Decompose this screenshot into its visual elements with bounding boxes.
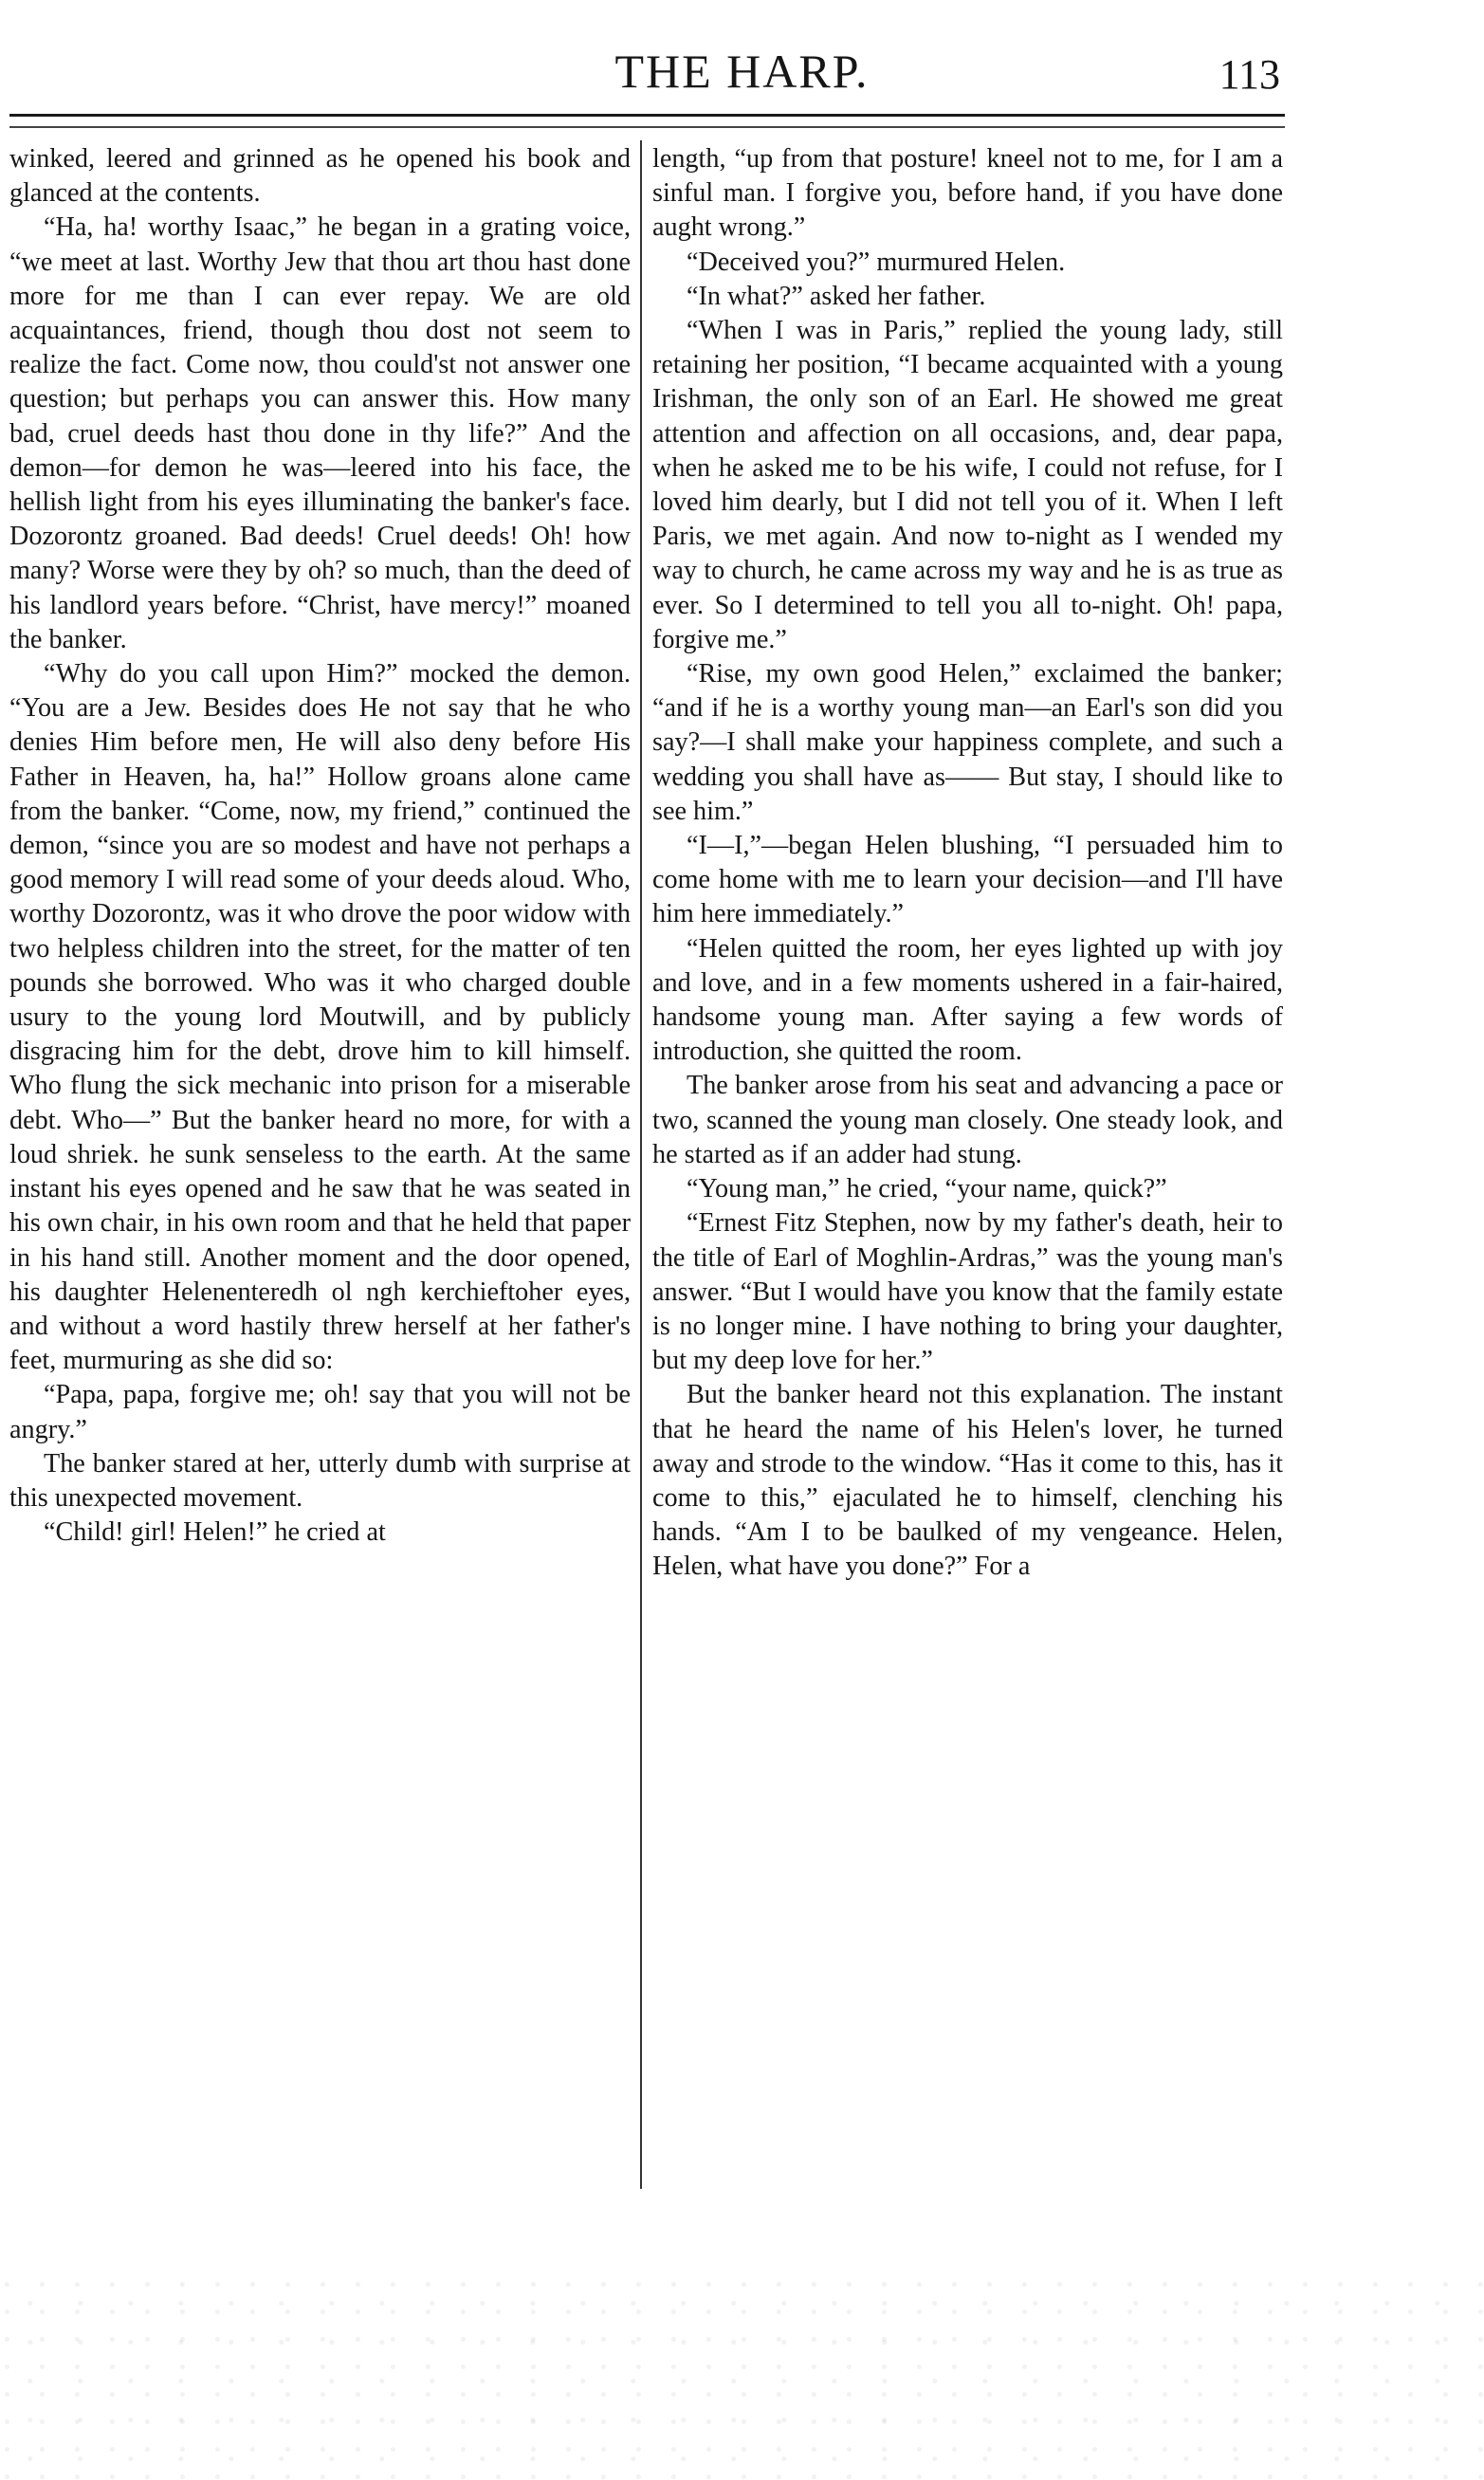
page-number: 113 xyxy=(1218,51,1280,98)
paragraph: “When I was in Paris,” replied the young lady, still retaining her position, “I became acquainted with a young Irishman, the only son of an Earl. He showed me great attention and affection on all occasions, and, dear papa, when he asked me to be his wife, I could not refuse, for I loved him dearly, but I did not tell you of it. When I left Paris, we met again. And now to-night as I wended my way to church, he came across my way and he is as true as ever. So I determined to tell you all to-night. Oh! papa, forgive me.” xyxy=(652,316,1283,654)
paragraph: But the banker heard not this explanation. The instant that he heard the name of his Helen's lover, he turned away and strode to the window. “Has it come to this, has it come to this,” ejaculated he to himself, clenching his hands. “Am I to be baulked of my vengeance. Helen, Helen, what have you done?” For a xyxy=(652,1380,1283,1582)
paper-texture xyxy=(0,2276,1484,2480)
header-rule xyxy=(9,114,1285,117)
left-column xyxy=(9,142,631,2191)
paragraph: winked, leered and grinned as he opened his book and glanced at the contents. xyxy=(9,144,631,209)
paragraph: “Rise, my own good Helen,” exclaimed the banker; “and if he is a worthy young man—an Earl's son did you say?—I shall make your happiness complete, and such a wedding you shall have as—— But stay, I should like to see him.” xyxy=(652,659,1283,826)
publication-title: THE HARP. xyxy=(614,45,870,98)
paragraph: “I—I,”—began Helen blushing, “I persuaded him to come home with me to learn your decision—and I'll have him here immediately.” xyxy=(652,831,1283,929)
paragraph: The banker arose from his seat and advancing a pace or two, scanned the young man closely. One steady look, and he started as if an adder had stung. xyxy=(652,1071,1283,1169)
right-column xyxy=(652,142,1283,2191)
paragraph: “Papa, papa, forgive me; oh! say that you will not be angry.” xyxy=(9,1380,631,1444)
paragraph: “Why do you call upon Him?” mocked the demon. “You are a Jew. Besides does He not say that he who denies Him before men, He will also deny before His Father in Heaven, ha, ha!” Hollow groans alone came from the banker. “Come, now, my friend,” continued the demon, “since you are so modest and have not perhaps a good memory I will read some of your deeds aloud. Who, worthy Dozorontz, was it who drove the poor widow with two helpless children into the street, for the matter of ten pounds she borrowed. Who was it who charged double usury to the young lord Moutwill, and by publicly disgracing him for the debt, drove him to kill himself. Who flung the sick mechanic into prison for a miserable debt. Who—” But the banker heard no more, for with a loud shriek. he sunk senseless to the earth. At the same instant his eyes opened and he saw that he was seated in his own chair, in his own room and that he held that paper in his hand still. Another moment and the door opened, his daughter Helenenteredh ol ngh kerchieftoher eyes, and without a word hastily threw herself at her father's feet, murmuring as she did so: xyxy=(9,659,631,1376)
column-divider xyxy=(640,140,642,2189)
paragraph: length, “up from that posture! kneel not to me, for I am a sinful man. I forgive you, before hand, if you have done aught wrong.” xyxy=(652,144,1283,243)
page-header xyxy=(0,38,1484,114)
paragraph: “Young man,” he cried, “your name, quick?” xyxy=(687,1174,1167,1204)
paragraph: “In what?” asked her father. xyxy=(687,281,986,311)
paragraph: “Deceived you?” murmured Helen. xyxy=(687,247,1066,277)
paragraph: “Child! girl! Helen!” he cried at xyxy=(44,1517,386,1548)
paragraph: “Helen quitted the room, her eyes lighted up with joy and love, and in a few moments ushered in a fair-haired, handsome young man. After saying a few words of introduction, she quitted the room. xyxy=(652,933,1283,1067)
paragraph: The banker stared at her, utterly dumb with surprise at this unexpected movement. xyxy=(9,1448,631,1513)
paragraph: “Ernest Fitz Stephen, now by my father's death, heir to the title of Earl of Moghlin-Ardras,” was the young man's answer. “But I would have you know that the family estate is no longer mine. I have nothing to bring your daughter, but my deep love for her.” xyxy=(652,1208,1283,1376)
header-rule-thin xyxy=(9,126,1285,128)
paragraph: “Ha, ha! worthy Isaac,” he began in a grating voice, “we meet at last. Worthy Jew that thou art thou hast done more for me than I can ever repay. We are old acquaintances, friend, though thou dost not seem to realize the fact. Come now, thou could'st not answer one question; but perhaps you can answer this. How many bad, cruel deeds hast thou done in thy life?” And the demon—for demon he was—leered into his face, the hellish light from his eyes illuminating the banker's face. Dozorontz groaned. Bad deeds! Cruel deeds! Oh! how many? Worse were they by oh? so much, than the deed of his landlord years before. “Christ, have mercy!” moaned the banker. xyxy=(9,212,631,654)
